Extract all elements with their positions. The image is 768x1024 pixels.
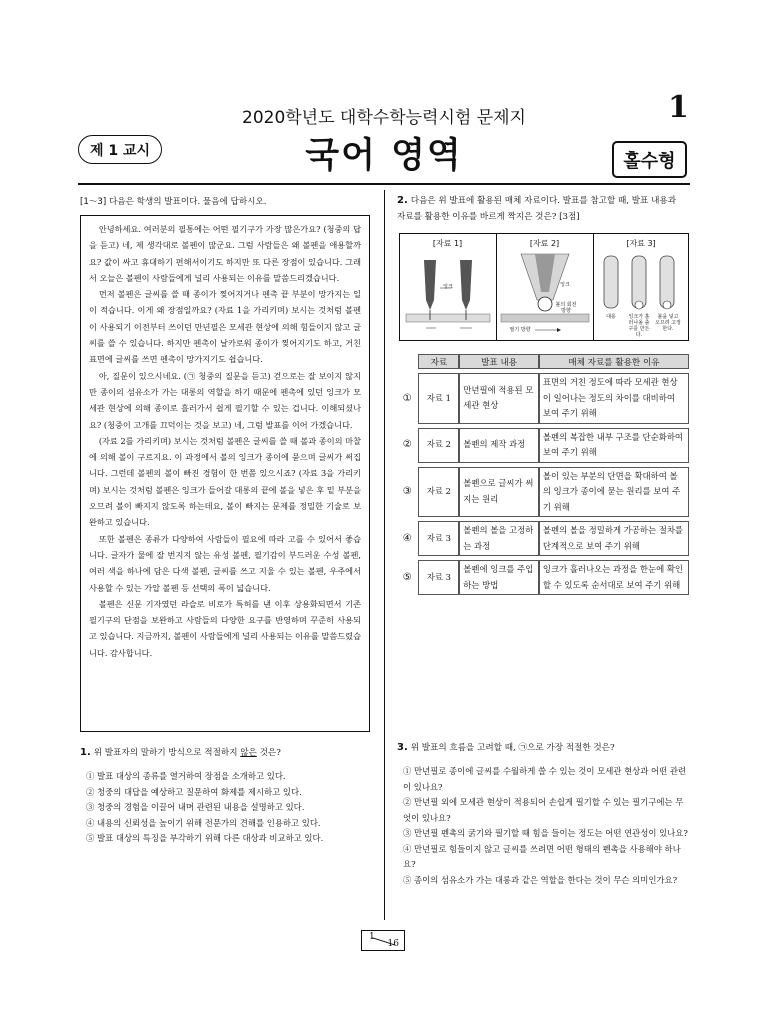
material-1 bbox=[400, 234, 495, 340]
ball-fix-label: 볼을 넣고 오므려 고정한다. bbox=[655, 314, 681, 332]
cell-reason: 표면의 거친 정도에 따라 모세관 현상이 일어나는 정도의 차이를 대비하여 보여 주기 위해 bbox=[539, 373, 689, 424]
option-mark[interactable]: ② bbox=[402, 439, 412, 451]
ink-outlet-label: 잉크가 흘러나올 출구를 만든다. bbox=[628, 314, 650, 338]
material-3-label: [자료 3] bbox=[626, 239, 656, 248]
form-type-badge: 홀수형 bbox=[612, 141, 687, 178]
ball-rotation-label: 볼의 회전 방향 bbox=[555, 302, 577, 314]
option-2[interactable]: ② 만년필 외에 모세관 현상이 적용되어 손쉽게 필기할 수 있는 필기구에는 무엇이 있나요? bbox=[403, 797, 684, 823]
material-2 bbox=[496, 234, 592, 340]
exam-title: 2020학년도 대학수학능력시험 문제지 bbox=[242, 108, 526, 128]
option-mark[interactable]: ① bbox=[402, 392, 412, 404]
passage-paragraph: 안녕하세요. 여러분의 필통에는 어떤 필기구가 가장 많은가요? (청중의 답을 듣고) 네, 제 생각대로 볼펜이 많군요. 그럼 사람들은 왜 볼펜을 애용할까요? 값이 싸고 휴대하기 편해서이기도 하지만 또 다른 장점이 있습니다. 그래서 오늘은 볼펜이 사람들에게 널리 사용되는 이유를 말씀드리겠습니다. bbox=[89, 224, 361, 283]
question-1 bbox=[80, 745, 378, 847]
cell-material: 자료 1 bbox=[418, 373, 459, 424]
cell-content: 볼펜의 볼을 고정하는 과정 bbox=[459, 521, 539, 556]
header-rule bbox=[78, 183, 690, 185]
cell-material: 자료 2 bbox=[418, 467, 459, 518]
cell-material: 자료 3 bbox=[418, 560, 459, 595]
header-material: 자료 bbox=[418, 354, 459, 369]
option-3[interactable]: ③ 청중의 경험을 이끌어 내며 관련된 내용을 설명하고 있다. bbox=[86, 802, 305, 812]
header-reason: 매체 자료를 활용한 이유 bbox=[539, 354, 689, 369]
footer-current-page: 1 bbox=[369, 932, 375, 942]
option-mark[interactable]: ⑤ bbox=[402, 571, 412, 583]
material-2-label: [자료 2] bbox=[529, 239, 560, 248]
cell-content: 볼펜에 잉크를 주입하는 방법 bbox=[459, 560, 539, 595]
cell-content: 볼펜으로 글씨가 써지는 원리 bbox=[459, 467, 539, 518]
question-3-stem: 3. 위 발표의 흐름을 고려할 때, ㉠으로 가장 적절한 것은? bbox=[397, 742, 615, 753]
period-badge: 제 1 교시 bbox=[78, 135, 162, 164]
option-4[interactable]: ④ 만년필로 힘들이지 않고 글씨를 쓰려면 어떤 형태의 펜촉을 사용해야 하나요? bbox=[403, 843, 681, 869]
table-row[interactable] bbox=[396, 428, 689, 463]
passage-paragraph: 또한 볼펜은 종류가 다양하여 사람들이 필요에 따라 고를 수 있어서 좋습니다. 글자가 물에 잘 번지지 않는 유성 볼펜, 필기감이 부드러운 수성 볼펜, 여러 색을 하나에 담은 다색 볼펜, 글씨를 쓰고 지울 수 있는 볼펜, 우주에서 사용할 수 있는 가압 볼펜 등 선택의 폭이 넓습니다. bbox=[89, 533, 361, 593]
option-4[interactable]: ④ 내용의 신뢰성을 높이기 위해 전문가의 견해를 인용하고 있다. bbox=[86, 817, 321, 828]
cell-reason: 잉크가 흘러나오는 과정을 한눈에 확인할 수 있도록 순서대로 보여 주기 위해 bbox=[539, 560, 689, 595]
subject-title: 국어 영역 bbox=[305, 136, 463, 176]
column-divider bbox=[384, 190, 385, 920]
cell-content: 볼펜의 제작 과정 bbox=[459, 428, 539, 463]
table-row[interactable] bbox=[396, 373, 689, 424]
header-content: 발표 내용 bbox=[459, 354, 539, 369]
cell-reason: 볼펜의 볼을 정밀하게 가공하는 절차를 단계적으로 보여 주기 위해 bbox=[539, 521, 689, 556]
page-number: 1 bbox=[668, 90, 689, 125]
question-3 bbox=[397, 740, 689, 888]
cell-reason: 볼펜의 복잡한 내부 구조를 단순화하여 보여 주기 위해 bbox=[539, 428, 689, 463]
question-1-stem: 1. 위 발표자의 말하기 방식으로 적절하지 않은 것은? bbox=[80, 747, 281, 758]
underlined-word: 않은 bbox=[240, 748, 257, 758]
tube-label: 대롱 bbox=[606, 314, 616, 320]
table-row[interactable] bbox=[396, 560, 689, 595]
table-row[interactable] bbox=[396, 521, 689, 556]
answer-table bbox=[396, 350, 689, 599]
option-2[interactable]: ② 청중의 대답을 예상하고 질문하여 화제를 제시하고 있다. bbox=[86, 786, 302, 797]
option-1[interactable]: ① 만년필로 종이에 글씨를 수월하게 쓸 수 있는 것이 모세관 현상과 어떤 관련이 있나요? bbox=[403, 766, 687, 792]
option-3[interactable]: ③ 만년필 펜촉의 굵기와 필기할 때 힘을 들이는 정도는 어떤 연관성이 있나요? bbox=[403, 828, 688, 838]
writing-direction-label: 필기 방향 bbox=[509, 327, 531, 333]
question-2-stem: 2. 다음은 위 발표에 활용된 매체 자료이다. 발표를 참고할 때, 발표 내용과 자료를 활용한 이유를 바르게 짝지은 것은? [3점] bbox=[397, 195, 676, 222]
passage-paragraph: (자료 2를 가리키며) 보시는 것처럼 볼펜은 글씨를 쓸 때 볼과 종이의 마찰에 의해 볼이 구르지요. 이 과정에서 볼의 잉크가 종이에 묻으며 글씨가 써집니다. 그런데 볼펜의 볼이 빠진 경험이 한 번쯤 있으시죠? (자료 3을 가리키며) 보시는 것처럼 볼펜은 잉크가 들어갈 대롱의 끝에 볼을 넣은 후 밑 부분을 오므려 볼이 빠지지 않도록 하는데요, 볼이 빠지는 문제를 정밀한 기술로 보완하고 있습니다. bbox=[89, 435, 361, 528]
option-mark[interactable]: ④ bbox=[402, 532, 412, 544]
option-1[interactable]: ① 발표 대상의 종류를 열거하여 장점을 소개하고 있다. bbox=[86, 771, 286, 781]
table-row[interactable] bbox=[396, 467, 689, 518]
media-materials bbox=[399, 233, 689, 341]
cell-material: 자료 3 bbox=[418, 521, 459, 556]
group-instruction: [1～3] 다음은 학생의 발표이다. 물음에 답하시오. bbox=[80, 197, 267, 207]
option-5[interactable]: ⑤ 종이의 섬유소가 가는 대롱과 같은 역할을 한다는 것이 무슨 의미인가요? bbox=[403, 874, 678, 885]
material-1-ink-label: 잉크 bbox=[443, 284, 453, 290]
material-3 bbox=[593, 234, 688, 340]
option-mark[interactable]: ③ bbox=[402, 486, 412, 497]
footer-total-pages: 16 bbox=[387, 939, 399, 949]
passage-box bbox=[80, 215, 370, 732]
passage-paragraph: 아, 질문이 있으시네요. (㉠ 청중의 질문을 듣고) 걷으로는 잘 보이지 않지만 종이의 섬유소가 가는 대롱의 역할을 하기 때문에 펜촉에 있던 잉크가 모세관 현상에 의해 종이로 흘러가서 쉽게 필기할 수 있는 겁니다. 이해되셨나요? (청중이 고개를 끄덕이는 것을 보고) 네, 그럼 발표를 이어 가겠습니다. bbox=[89, 370, 361, 430]
question-number: 3. bbox=[397, 742, 408, 753]
ballpoint-cross-section-illustration bbox=[497, 234, 593, 340]
question-number: 1. bbox=[80, 747, 91, 758]
passage-paragraph: 먼저 볼펜은 글씨를 쓸 때 종이가 찢어지거나 펜촉 끝 부분이 망가지는 일이 적습니다. 이게 왜 장점일까요? (자료 1을 가리키며) 보시는 것처럼 볼펜이 사용되기 이전부터 쓰이던 만년필은 모세관 현상에 의해 힘들이지 않고 글씨를 쓸 수 있습니다. 하지만 펜촉이 날카로워 종이가 찢어지기도 하고, 거친 표면에 글씨를 쓰면 펜촉이 망가지기도 쉽습니다. bbox=[89, 289, 361, 365]
question-number: 2. bbox=[397, 195, 408, 206]
material-1-label: [자료 1] bbox=[432, 239, 463, 248]
passage-paragraph: 볼펜은 신문 기자였던 라슬로 비로가 특허를 낸 이후 상용화되면서 기존 필기구의 단점을 보완하고 사람들의 다양한 요구를 반영하며 꾸준히 사용되고 있습니다. 지금까지, 볼펜이 사람들에게 널리 사용되는 이유를 말씀드렸습니다. 감사합니다. bbox=[89, 598, 361, 658]
material-2-ink-label: 잉크 bbox=[560, 282, 570, 288]
cell-content: 만년필에 적용된 모세관 현상 bbox=[459, 373, 539, 424]
cell-reason: 볼이 있는 부분의 단면을 확대하여 볼의 잉크가 종이에 묻는 원리를 보여 주기 위해 bbox=[539, 467, 689, 518]
page-footer bbox=[361, 930, 405, 951]
option-5[interactable]: ⑤ 발표 대상의 특징을 부각하기 위해 다른 대상과 비교하고 있다. bbox=[86, 833, 324, 843]
table-header-row bbox=[396, 354, 689, 369]
cell-material: 자료 2 bbox=[418, 428, 459, 463]
